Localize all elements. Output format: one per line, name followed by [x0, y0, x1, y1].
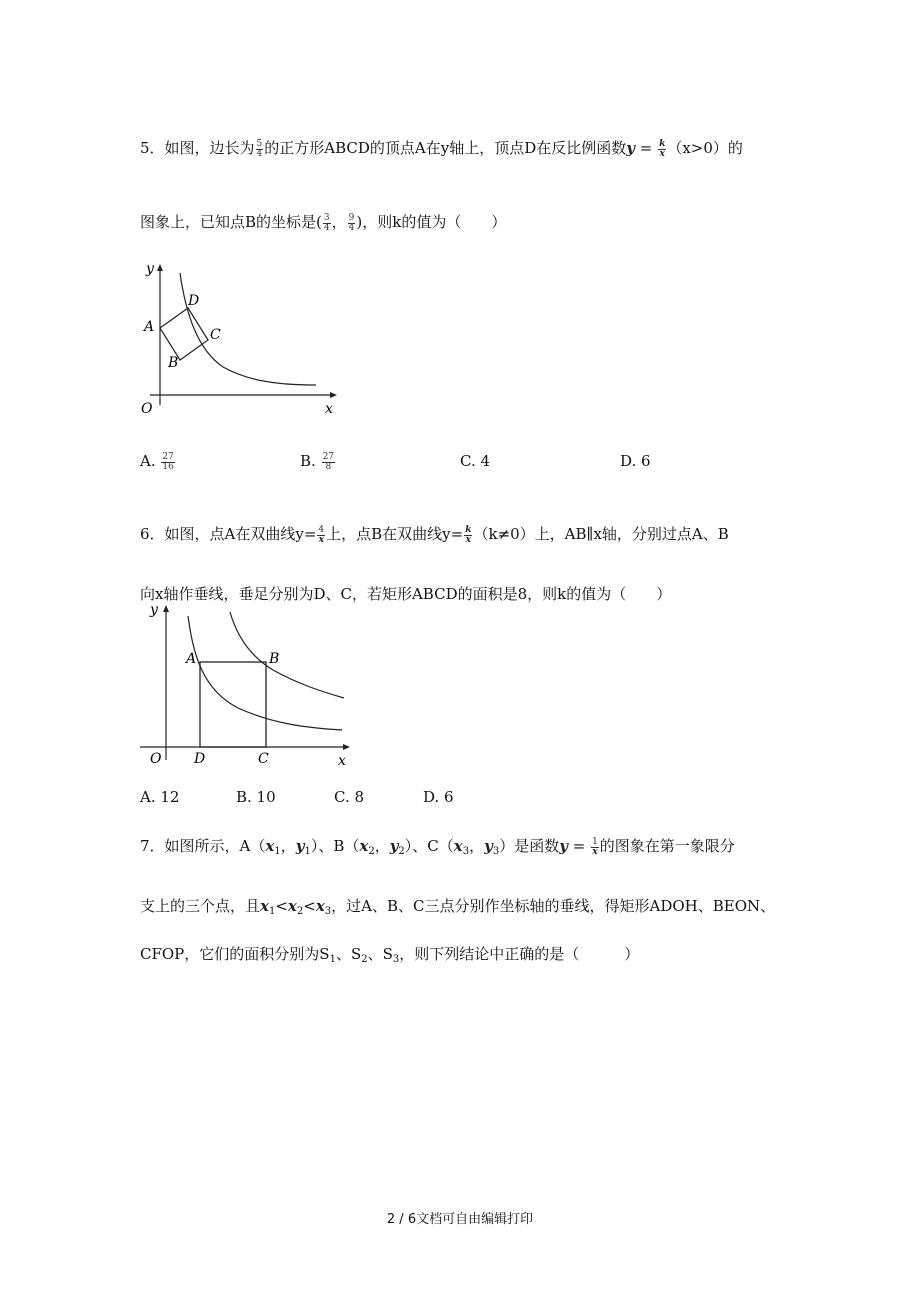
- q7-text: 7．如图所示，A（: [140, 837, 266, 855]
- q5-option-b: [300, 452, 336, 472]
- q6-text: （k≠0）上，AB∥x轴，分别过点A、B: [473, 525, 729, 543]
- q6-h2-fraction: [464, 526, 472, 545]
- fraction-numerator: 4: [318, 524, 325, 535]
- math-sub: 3: [392, 954, 400, 965]
- q5-text: ，: [331, 213, 347, 231]
- q6-text: 6．如图，点A在双曲线y=: [140, 525, 317, 543]
- q5-label-x: x: [325, 401, 333, 417]
- fraction-numerator: 1: [592, 836, 598, 847]
- fraction-denominator: x: [592, 846, 598, 857]
- q5-line-2: [140, 212, 506, 233]
- q7-text: ）、C（: [404, 837, 454, 855]
- q6-figure: [138, 600, 358, 770]
- fraction-denominator: x: [318, 534, 324, 545]
- q7-text: ，: [280, 837, 296, 855]
- q7-line-3: [140, 944, 639, 970]
- q5-label-b: B: [168, 355, 179, 371]
- q6-label-x: x: [338, 753, 346, 769]
- q6-text: 上，点B在双曲线y=: [326, 525, 464, 543]
- q6-option-a: A. 12: [140, 788, 180, 806]
- q5-label-c: C: [210, 327, 221, 343]
- fraction-denominator: 4: [256, 148, 263, 159]
- q6-rectangle: [200, 662, 266, 747]
- math-sub: 3: [324, 906, 332, 917]
- q5-text: （x>0）的: [667, 139, 743, 157]
- fraction-denominator: x: [465, 534, 472, 545]
- q6-label-c: C: [258, 751, 269, 767]
- math-var: x: [315, 897, 325, 915]
- q5-bx-fraction: [323, 214, 331, 233]
- math-op: <: [275, 897, 288, 915]
- math-var: x: [265, 837, 275, 855]
- fraction-numerator: 27: [162, 451, 174, 462]
- q7-text: 、S: [367, 945, 393, 963]
- fraction-denominator: 16: [162, 461, 174, 472]
- fraction-numerator: 27: [322, 451, 335, 462]
- q6-option-d: D. 6: [423, 788, 454, 806]
- math-sub: 1: [268, 906, 276, 917]
- q6-hyperbola-outer: [230, 612, 344, 698]
- q5-label-d: D: [188, 293, 200, 309]
- option-a-fraction: [161, 453, 174, 472]
- math-sub: 1: [274, 846, 281, 857]
- q7-text: 、S: [335, 945, 362, 963]
- q5-figure: [138, 255, 348, 420]
- fraction-denominator: 8: [325, 461, 332, 472]
- q6-y-arrow: [163, 605, 169, 612]
- math-eq: =: [634, 139, 658, 157]
- q5-text: 的正方形ABCD的顶点A在y轴上，顶点D在反比例函数: [264, 139, 627, 157]
- math-sub: 3: [492, 846, 500, 857]
- q5-func-fraction: [658, 140, 666, 159]
- fraction-denominator: x: [659, 148, 665, 159]
- math-sub: 2: [296, 906, 304, 917]
- q6-option-b: B. 10: [236, 788, 276, 806]
- option-label: A.: [140, 452, 156, 470]
- q5-hyperbola: [180, 273, 316, 385]
- fraction-numerator: k: [659, 138, 666, 149]
- q6-label-y: y: [150, 602, 158, 618]
- q5-y-arrow: [157, 264, 163, 271]
- fraction-denominator: 4: [348, 222, 355, 233]
- q5-x-arrow: [330, 392, 337, 398]
- math-sub: 1: [329, 954, 336, 965]
- math-var: y: [559, 837, 568, 855]
- q7-text: ，则下列结论中正确的是（ ）: [399, 945, 640, 963]
- q6-x-arrow: [343, 744, 350, 750]
- q6-line-1: [140, 524, 729, 545]
- q5-square: [160, 308, 208, 360]
- fraction-numerator: 3: [323, 212, 330, 223]
- math-sub: 2: [398, 846, 405, 857]
- q5-option-c: C. 4: [460, 452, 491, 470]
- math-var: x: [287, 897, 297, 915]
- q6-label-a: A: [186, 651, 197, 667]
- q5-text: )，则k的值为（ ）: [356, 213, 507, 231]
- q7-func-fraction: [591, 838, 599, 857]
- q6-hyperbola-inner: [188, 616, 342, 730]
- math-sub: 2: [368, 846, 375, 857]
- math-var: x: [453, 837, 463, 855]
- q7-text: CFOP，它们的面积分别为S: [140, 945, 330, 963]
- q7-text: ）是函数: [499, 837, 560, 855]
- math-eq: =: [567, 837, 591, 855]
- q7-text: 支上的三个点，且: [140, 897, 261, 915]
- math-op: <: [303, 897, 316, 915]
- q5-label-o: O: [141, 401, 153, 417]
- fraction-numerator: k: [465, 524, 472, 535]
- q7-line-2: [140, 896, 775, 922]
- q5-text: 图象上，已知点B的坐标是(: [140, 213, 322, 231]
- math-var: y: [295, 837, 305, 855]
- math-sub: 1: [304, 846, 311, 857]
- q7-text: ，过A、B、C三点分别作坐标轴的垂线，得矩形ADOH、BEON、: [331, 897, 776, 915]
- q7-text: ，: [469, 837, 485, 855]
- q6-option-c: C. 8: [334, 788, 365, 806]
- q5-label-y: y: [146, 261, 154, 277]
- q7-text: 的图象在第一象限分: [599, 837, 735, 855]
- math-sub: 2: [361, 954, 368, 965]
- math-var: y: [389, 837, 399, 855]
- q6-label-b: B: [269, 651, 280, 667]
- math-var: x: [260, 897, 269, 915]
- q5-text: 5．如图，边长为: [140, 139, 255, 157]
- fraction-denominator: 4: [323, 222, 330, 233]
- math-var: y: [484, 837, 493, 855]
- option-label: B.: [300, 452, 316, 470]
- q6-h1-fraction: [317, 526, 325, 545]
- q5-line-1: [140, 138, 743, 159]
- fraction-numerator: 5: [256, 138, 263, 149]
- q6-label-o: O: [150, 751, 162, 767]
- q5-option-d: D. 6: [620, 452, 651, 470]
- fraction-numerator: 9: [348, 212, 355, 223]
- page-footer: 2 / 6文档可自由编辑打印: [386, 1212, 534, 1227]
- q6-label-d: D: [194, 751, 206, 767]
- q7-text: ）、B（: [310, 837, 360, 855]
- math-sub: 3: [462, 846, 470, 857]
- q7-line-1: [140, 836, 735, 862]
- q6-line-2: 向x轴作垂线，垂足分别为D、C，若矩形ABCD的面积是8，则k的值为（ ）: [140, 585, 672, 603]
- option-b-fraction: [322, 453, 335, 472]
- math-var: y: [626, 139, 635, 157]
- q5-label-a: A: [144, 319, 155, 335]
- q7-text: ，: [374, 837, 390, 855]
- q5-option-a: [140, 452, 176, 472]
- q5-by-fraction: [348, 214, 356, 233]
- math-var: x: [359, 837, 369, 855]
- q5-side-fraction: [256, 140, 264, 159]
